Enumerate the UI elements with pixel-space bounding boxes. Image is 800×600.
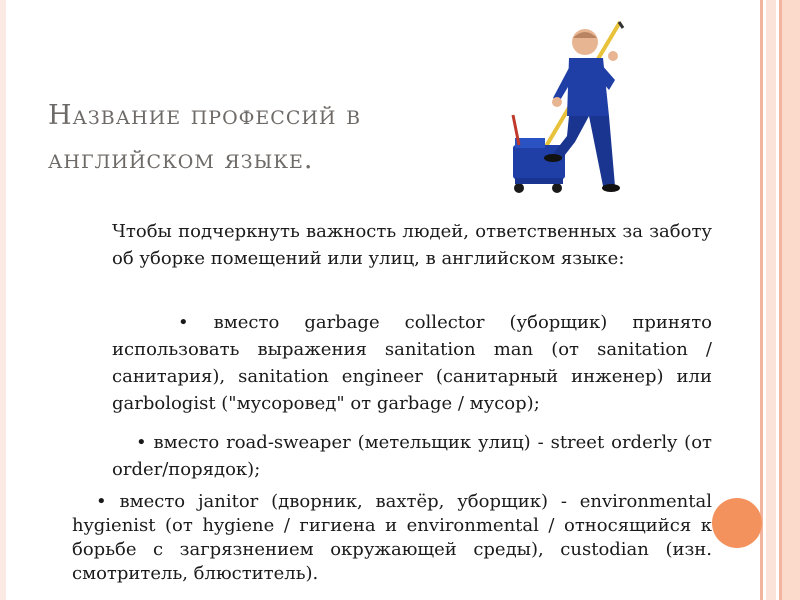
bullet-paragraph <box>72 490 712 586</box>
bullet-paragraph <box>112 218 712 272</box>
bullet-text: Чтобы подчеркнуть важность людей, ответственных за заботу об уборке помещений или улиц, в английском языке: <box>112 221 712 269</box>
left-border <box>0 0 6 600</box>
bullet-marker-icon <box>70 317 84 331</box>
stripe <box>782 0 800 600</box>
stripe <box>766 0 776 600</box>
bullet-text: • вместо garbage collector (уборщик) принято использовать выражения sanitation man (от sanitation / санитария), sanitation engineer (санитарный инженер) или garbologist ("мусоровед" от garbage / мусор); <box>112 312 712 414</box>
right-decorative-stripes <box>760 0 800 600</box>
bullet-marker-icon <box>70 437 84 451</box>
stripe <box>760 0 763 600</box>
bullet-paragraph <box>112 429 712 483</box>
circle-icon <box>712 498 762 548</box>
bullet-text: • вместо road-sweaper (метельщик улиц) - street orderly (от order/порядок); <box>112 432 712 480</box>
title-line: Название профессий в <box>48 100 362 131</box>
janitor-with-mop-icon <box>505 20 645 200</box>
bullet-text: • вместо janitor (дворник, вахтёр, уборщик) - environmental hygienist (от hygiene / гигиена и environmental / относящийся к борьбе с загрязнением окружающей среды), custodian (изн. смотритель, блюститель). <box>72 491 712 584</box>
slide-title <box>48 94 428 182</box>
title-line: английском языке. <box>48 144 314 175</box>
bullet-marker-icon <box>48 497 62 511</box>
bullet-marker-icon <box>70 226 84 240</box>
bullet-paragraph <box>112 309 712 417</box>
